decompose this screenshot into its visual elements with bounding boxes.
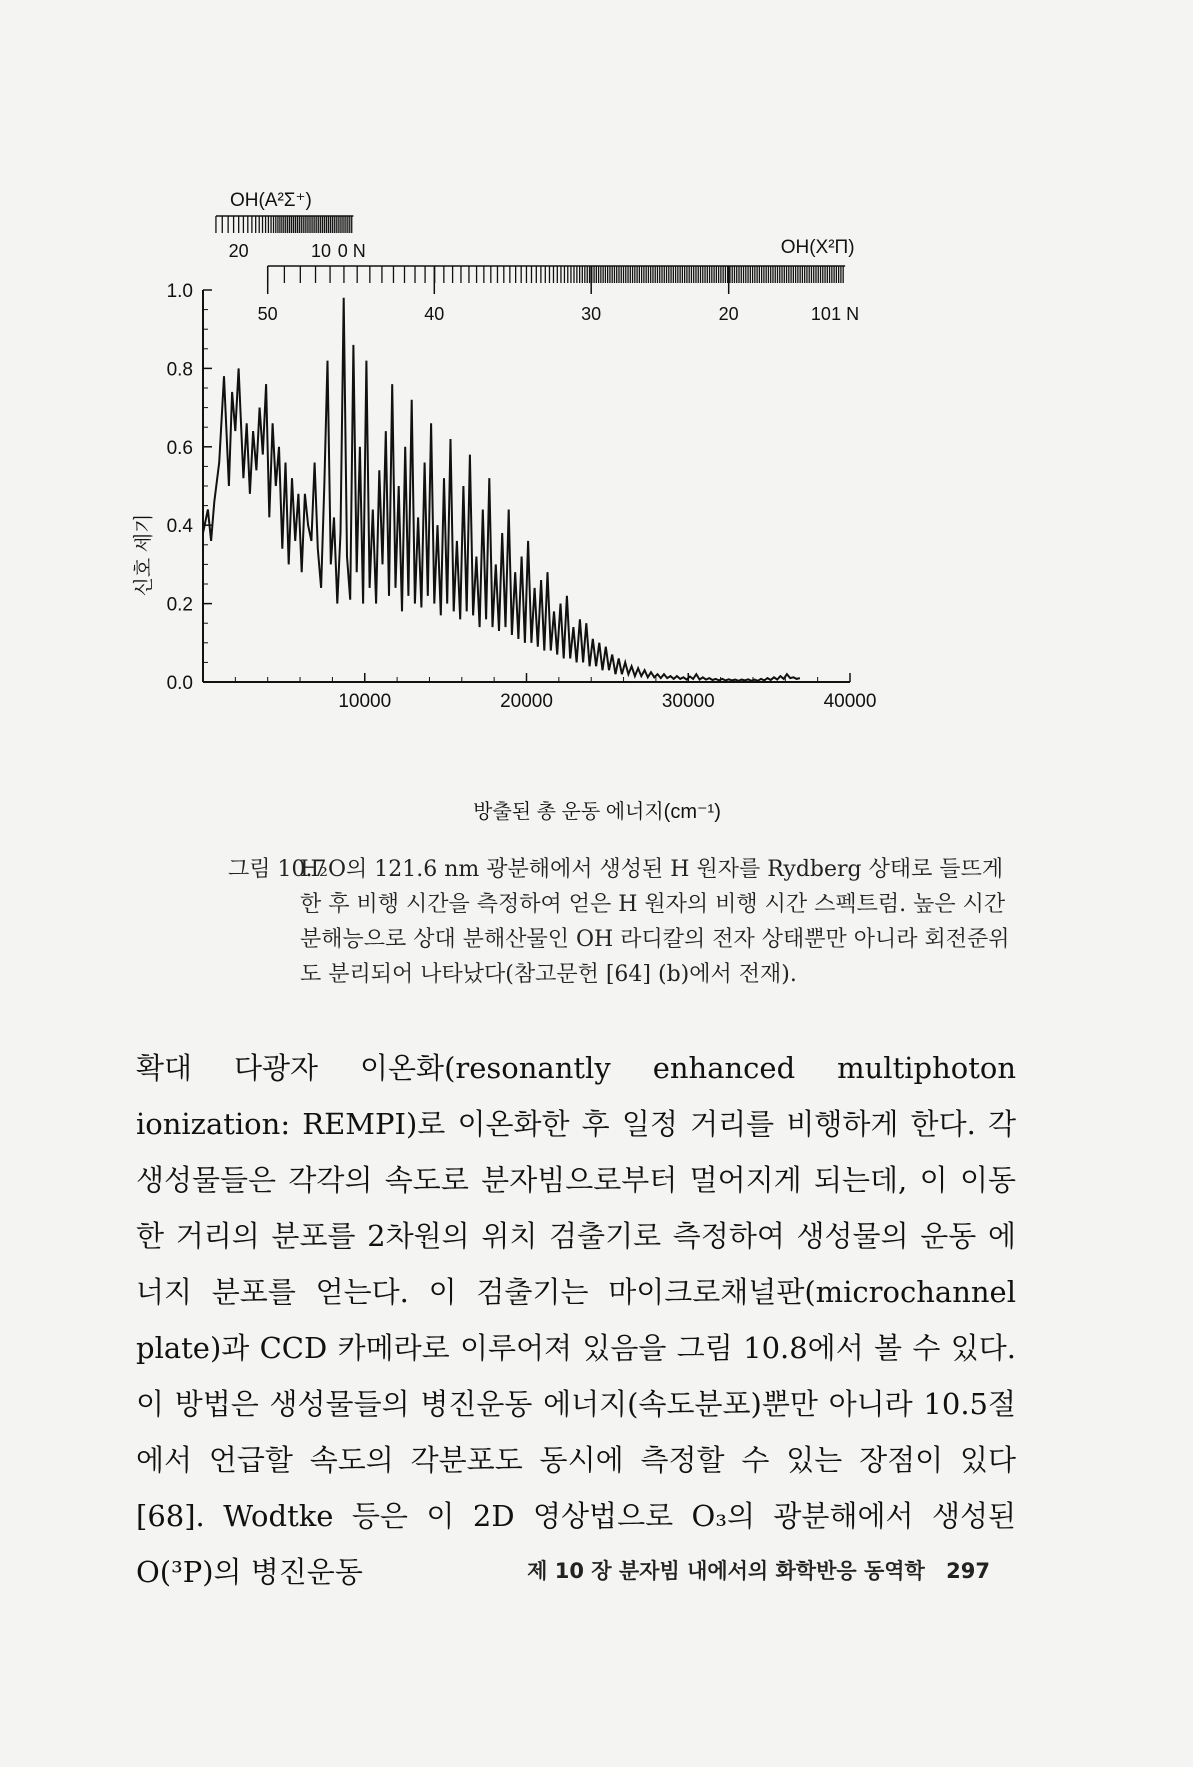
page-footer: [470, 1555, 990, 1585]
body-paragraph: 확대 다광자 이온화(resonantly enhanced multiphoton ionization: REMPI)로 이온화한 후 일정 거리를 비행하게 한다. 각 생성물들은 각각의 속도로 분자빔으로부터 멀어지게 되는데, 이 이동한 거리의 분포를 2차원의 위치 검출기로 측정하여 생성물의 운동 에너지 분포를 얻는다. 이 검출기는 마이크로채널판(microchannel plate)과 CCD 카메라로 이루어져 있음을 그림 10.8에서 볼 수 있다. 이 방법은 생성물들의 병진운동 에너지(속도분포)뿐만 아니라 10.5절에서 언급할 속도의 각분포도 동시에 측정할 수 있는 장점이 있다[68]. Wodtke 등은 이 2D 영상법으로 O₃의 광분해에서 생성된 O(³P)의 병진운동: [136, 1051, 1016, 1589]
chapter-title: 제 10 장 분자빔 내에서의 화학반응 동역학: [527, 1559, 925, 1583]
y-tick-label: 1.0: [166, 281, 193, 302]
upper-axis-a-tick-label: 10: [311, 241, 332, 261]
y-tick-label: 0.4: [166, 516, 193, 538]
y-axis-label: 신호 세기: [133, 513, 155, 597]
caption-label: 그림 10.7: [228, 857, 327, 882]
upper-axis-b-tick-label: 1 N: [831, 304, 860, 324]
upper-axis-b-tick-label: 20: [718, 304, 739, 324]
upper-axis-b-label: OH(X²Π): [780, 237, 855, 258]
y-tick-label: 0.6: [166, 437, 193, 459]
y-tick-label: 0.8: [166, 359, 193, 381]
y-tick-label: 0.0: [166, 673, 193, 694]
x-tick-label: 30000: [661, 691, 715, 712]
series-line: [203, 298, 800, 681]
upper-axis-b-tick-label: 30: [581, 304, 602, 324]
upper-axis-b-tick-label: 50: [257, 304, 278, 324]
page-number: 297: [946, 1559, 990, 1583]
upper-axis-b-tick-label: 40: [424, 304, 445, 324]
caption-text: H₂O의 121.6 nm 광분해에서 생성된 H 원자를 Rydberg 상태로 들뜨게 한 후 비행 시간을 측정하여 얻은 H 원자의 비행 시간 스펙트럼. 높은 시간분해능으로 상대 분해산물인 OH 라디칼의 전자 상태뿐만 아니라 회전준위도 분리되어 나타났다(참고문헌 [64] (b)에서 전재).: [300, 857, 1010, 987]
upper-axes: [216, 190, 859, 324]
upper-axis-a-label: OH(A²Σ⁺): [229, 190, 312, 211]
x-tick-label: 40000: [823, 691, 877, 712]
x-tick-label: 10000: [338, 691, 392, 712]
y-tick-label: 0.2: [166, 594, 193, 616]
axis-ticks: [167, 281, 877, 712]
upper-axis-b-tick-label: 10: [810, 304, 831, 324]
x-axis-label: 방출된 총 운동 에너지(cm⁻¹): [473, 801, 721, 823]
upper-axis-a-tick-label: 0 N: [337, 241, 366, 261]
upper-axis-a-tick-label: 20: [228, 241, 249, 261]
spectrum-figure: [0, 0, 1193, 840]
x-tick-label: 20000: [500, 691, 553, 712]
